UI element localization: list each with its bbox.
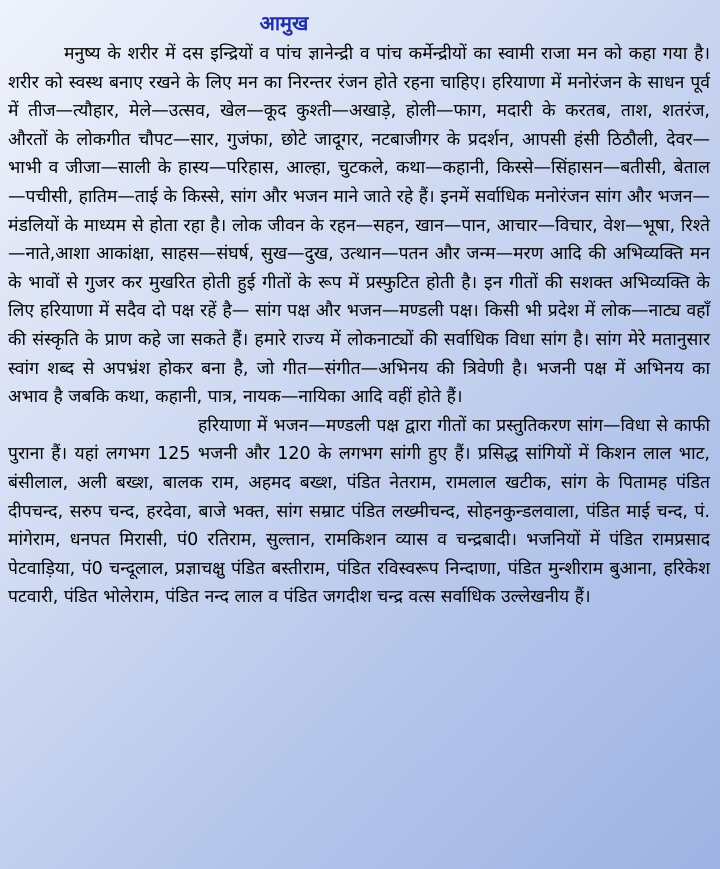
paragraph-intro: मनुष्य के शरीर में दस इन्द्रियों व पांच ज्ञानेन्द्री व पांच कर्मेन्द्रीयों का स्वामी राजा मन को कहा गया है। शरीर को स्वस्थ बनाए रखने के लिए मन का निरन्तर रंजन होते रहना चाहिए। हरियाणा में मनोरंजन के साधन पूर्व में तीज—त्यौहार, मेले—उत्सव, खेल—कूद कुश्ती—अखाड़े, होली—फाग, मदारी के करतब, ताश, शतरंज, औरतों के लोकगीत चौपट—सार, गुजंफा, छोटे जादूगर, नटबाजीगर के प्रदर्शन, आपसी हंसी ठिठौली, देवर—भाभी व जीजा—साली के हास्य—परिहास, आल्हा, चुटकले, कथा—कहानी, किस्से—सिंहासन—बतीसी, बेताल—पचीसी, हातिम—ताई के किस्से, सांग और भजन माने जाते रहे हैं। इनमें सर्वाधिक मनोरंजन सांग और भजन—मंडलियों के माध्यम से होता रहा है। लोक जीवन के रहन—सहन, खान—पान, आचार—विचार, वेश—भूषा, रिश्ते—नाते,आशा आकांक्षा, साहस—संघर्ष, सुख—दुख, उत्थान—पतन और जन्म—मरण आदि की अभिव्यक्ति मन के भावों से गुजर कर मुखरित होती हुई गीतों के रूप में प्रस्फुटित होती है। इन गीतों की सशक्त अभिव्यक्ति के लिए हरियाणा में सदैव दो पक्ष रहें है— सांग पक्ष और भजन—मण्डली पक्ष। किसी भी प्रदेश में लोक—नाट्य वहाँ की संस्कृति के प्राण कहे जा सकते हैं। हमारे राज्य में लोकनाट्यों की सर्वाधिक विधा सांग है। सांग मेरे मतानुसार स्वांग शब्द से अपभ्रंश होकर बना है, जो गीत—संगीत—अभिनय की त्रिवेणी है। भजनी पक्ष में अभिनय का अभाव है जबकि कथा, कहानी, पात्र, नायक—नायिका आदि वहीं होते हैं। [8, 44, 710, 408]
paragraph-bhajan-mandli: हरियाणा में भजन—मण्डली पक्ष द्वारा गीतों का प्रस्तुतिकरण सांग—विधा से काफी पुराना हैं। यहां लगभग 125 भजनी और 120 के लगभग सांगी हुए हैं। प्रसिद्ध सांगियों में किशन लाल भाट, बंसीलाल, अली बख्श, बालक राम, अहमद बख्श, पंडित नेतराम, रामलाल खटीक, सांग के पितामह पंडित दीपचन्द, सरुप चन्द, हरदेवा, बाजे भक्त, सांग सम्राट पंडित लख्मीचन्द, सोहनकुन्डलवाला, पंडित माई चन्द, पं. मांगेराम, धनपत मिरासी, पं0 रतिराम, सुल्तान, रामकिशन व्यास व चन्द्रबादी। भजनियों में पंडित रामप्रसाद पेटवाड़िया, पं0 चन्दूलाल, प्रज्ञाचक्षु पंडित बस्तीराम, पंडित रविस्वरूप निन्दाणा, पंडित मुन्शीराम बुआना, हरिकेश पटवारी, पंडित भोलेराम, पंडित नन्द लाल व पंडित जगदीश चन्द्र वत्स सर्वाधिक उल्लेखनीय हैं। [8, 415, 710, 608]
page-title: आमुख [259, 11, 309, 35]
